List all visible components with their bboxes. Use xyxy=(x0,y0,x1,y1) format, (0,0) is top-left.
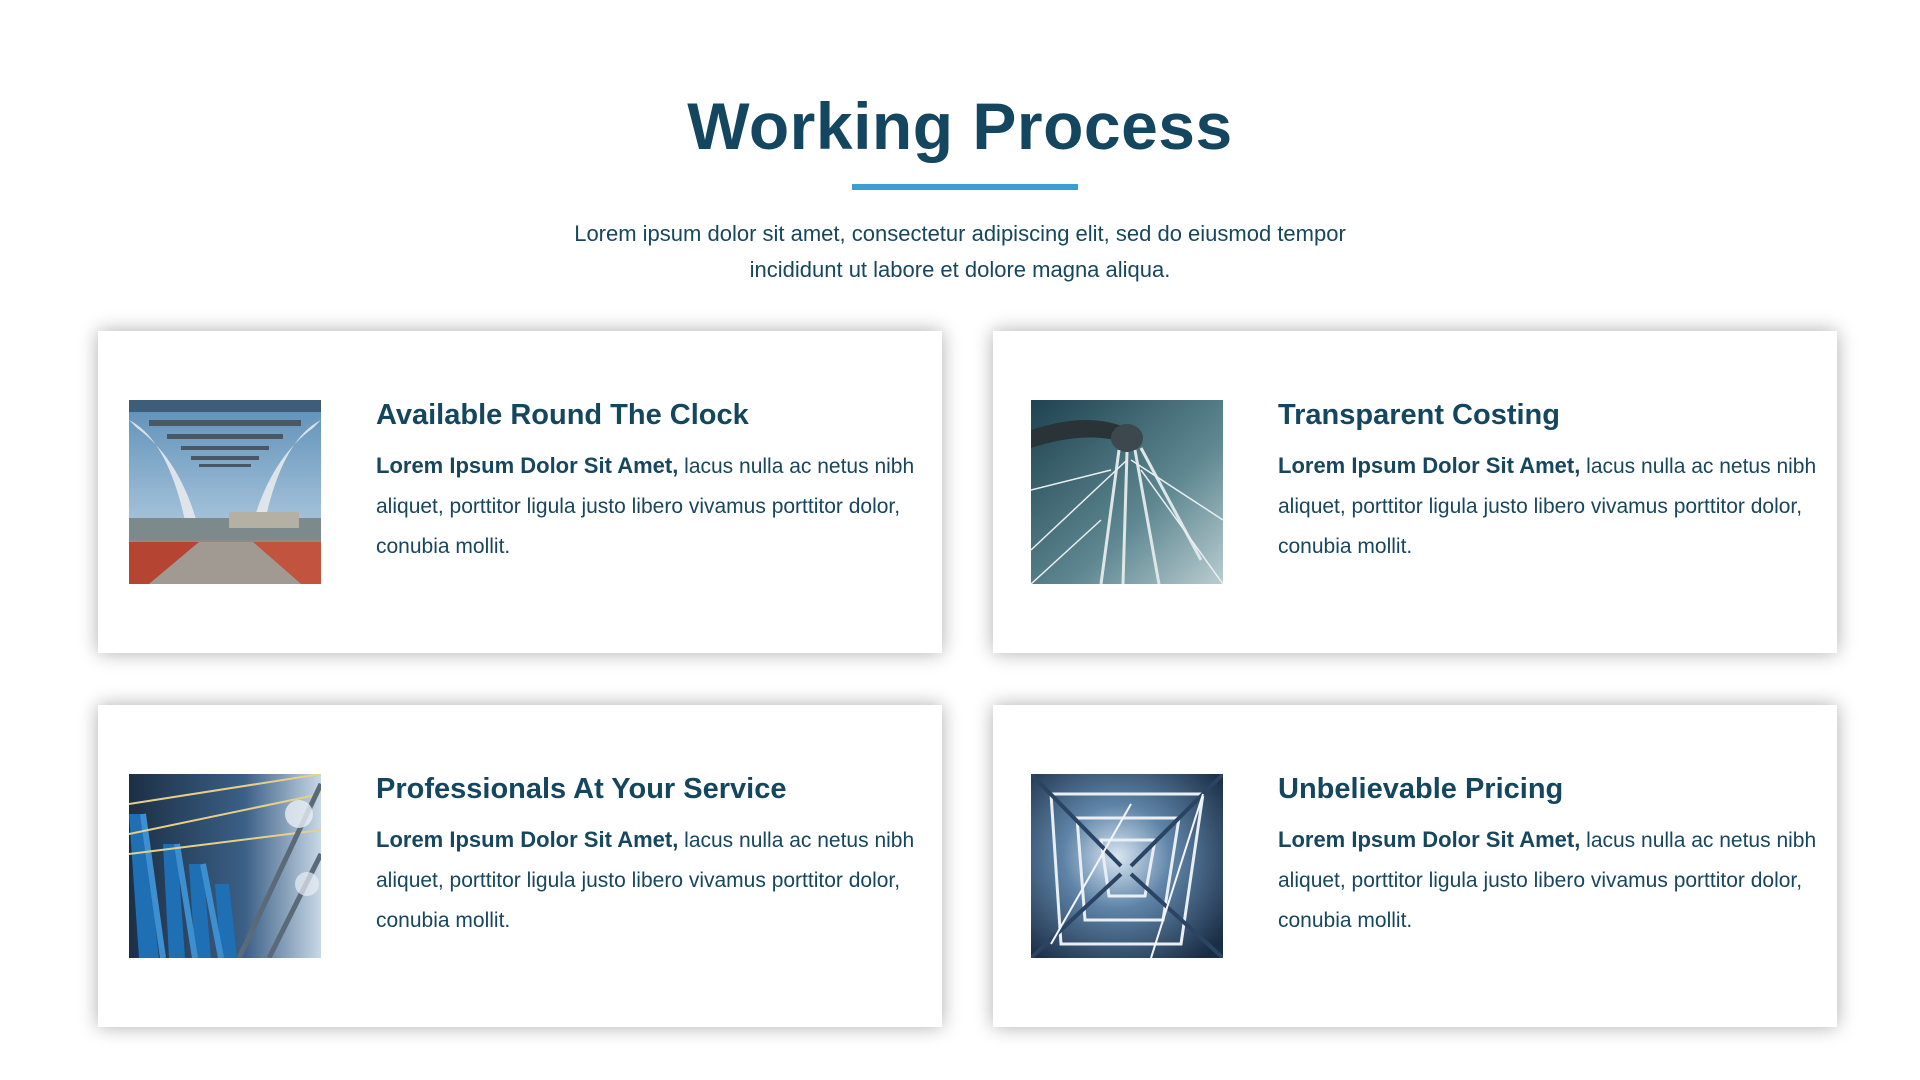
card-description: lacus nulla ac netus nibh aliquet, porttitor ligula justo libero vivamus porttitor dolor, conubia mollit. xyxy=(1278,455,1817,558)
feature-card-3 xyxy=(98,705,942,1027)
title-underline xyxy=(852,184,1078,190)
card-description: lacus nulla ac netus nibh aliquet, porttitor ligula justo libero vivamus porttitor dolor, conubia mollit. xyxy=(1278,829,1817,932)
blue-beams-photo xyxy=(129,774,321,958)
steel-structure-photo xyxy=(1031,400,1223,584)
feature-card-1 xyxy=(98,331,942,653)
card-body xyxy=(1278,820,1818,941)
card-text xyxy=(376,399,916,567)
page-subtitle xyxy=(460,216,1460,288)
card-body xyxy=(376,446,916,567)
card-lead: Lorem Ipsum Dolor Sit Amet, xyxy=(376,453,679,478)
feature-card-4 xyxy=(993,705,1837,1027)
card-title: Professionals At Your Service xyxy=(376,773,787,805)
stairwell-photo xyxy=(1031,774,1223,958)
card-description: lacus nulla ac netus nibh aliquet, porttitor ligula justo libero vivamus porttitor dolor, conubia mollit. xyxy=(376,829,915,932)
card-description: lacus nulla ac netus nibh aliquet, porttitor ligula justo libero vivamus porttitor dolor, conubia mollit. xyxy=(376,455,915,558)
card-body xyxy=(1278,446,1818,567)
card-title: Transparent Costing xyxy=(1278,399,1560,431)
card-text xyxy=(1278,773,1818,941)
card-text xyxy=(1278,399,1818,567)
bridge-photo xyxy=(129,400,321,584)
card-lead: Lorem Ipsum Dolor Sit Amet, xyxy=(1278,827,1581,852)
subtitle-line-2: incididunt ut labore et dolore magna aliqua. xyxy=(749,257,1171,282)
card-lead: Lorem Ipsum Dolor Sit Amet, xyxy=(1278,453,1581,478)
feature-card-2 xyxy=(993,331,1837,653)
card-body xyxy=(376,820,916,941)
subtitle-line-1: Lorem ipsum dolor sit amet, consectetur adipiscing elit, sed do eiusmod tempor xyxy=(574,221,1346,246)
card-text xyxy=(376,773,916,941)
page-title: Working Process xyxy=(687,89,1233,163)
card-title: Available Round The Clock xyxy=(376,399,749,431)
card-lead: Lorem Ipsum Dolor Sit Amet, xyxy=(376,827,679,852)
card-title: Unbelievable Pricing xyxy=(1278,773,1564,805)
